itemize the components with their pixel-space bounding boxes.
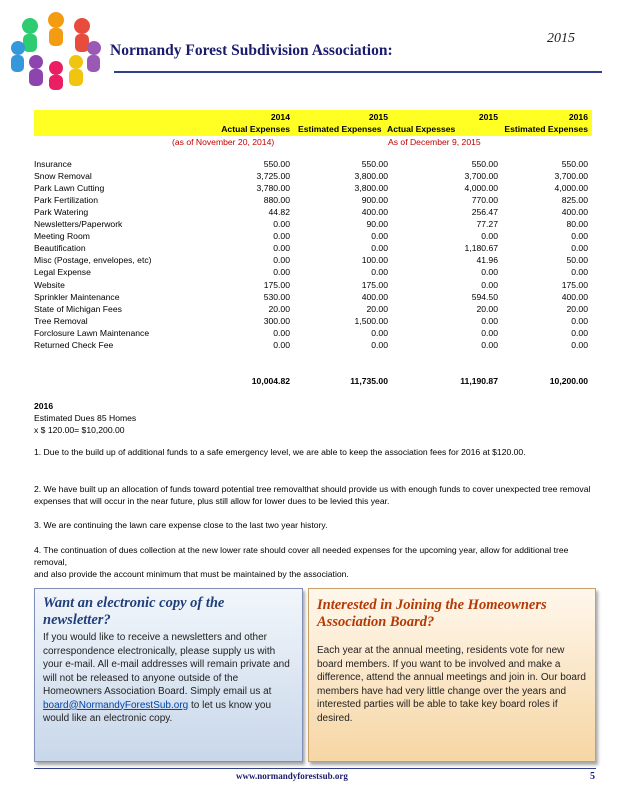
expense-cell: 3,700.00 — [464, 171, 498, 182]
expense-row-label: Returned Check Fee — [34, 339, 114, 350]
expense-cell: 0.00 — [273, 267, 290, 278]
note-5: and also provide the account minimum that must be maintained by the association. — [34, 569, 349, 579]
footer-url: www.normandyforestsub.org — [236, 771, 348, 781]
col1-year: 2014 — [270, 112, 290, 122]
expense-cell: 20.00 — [476, 303, 498, 314]
board-box-title: Interested in Joining the Homeowners Association Board? — [317, 597, 547, 630]
expense-row-label: Park Fertilization — [34, 195, 98, 206]
board-email-link[interactable]: board@NormandyForestSub.org — [43, 699, 189, 711]
col4-year: 2016 — [568, 112, 588, 122]
newsletter-box-body — [43, 631, 293, 726]
expense-cell: 77.27 — [476, 219, 498, 230]
expense-row-label: Beautification — [34, 243, 86, 254]
board-box — [308, 588, 596, 762]
expense-cell: 530.00 — [263, 291, 290, 302]
expense-cell: 0.00 — [273, 231, 290, 242]
expense-cell: 1,180.67 — [464, 243, 498, 254]
dues-line1: Estimated Dues 85 Homes — [34, 413, 137, 423]
expense-cell: 20.00 — [366, 303, 388, 314]
expense-row-label: Tree Removal — [34, 315, 88, 326]
dues-year: 2016 — [34, 401, 54, 411]
page-title: Normandy Forest Subdivision Association: — [110, 42, 393, 59]
expense-cell: 0.00 — [571, 315, 588, 326]
expense-cell: 4,000.00 — [554, 183, 588, 194]
expense-cell: 175.00 — [561, 279, 588, 290]
expense-cell: 0.00 — [481, 339, 498, 350]
expense-row-label: State of Michigan Fees — [34, 303, 122, 314]
expense-cell: 0.00 — [481, 327, 498, 338]
expense-cell: 0.00 — [371, 339, 388, 350]
expense-cell: 0.00 — [571, 267, 588, 278]
expense-row-label: Park Lawn Cutting — [34, 183, 105, 194]
col3-year: 2015 — [478, 112, 498, 122]
expense-cell: 1,500.00 — [354, 315, 388, 326]
expense-row-label: Misc (Postage, envelopes, etc) — [34, 255, 152, 266]
expense-cell: 0.00 — [371, 243, 388, 254]
col1-label: Actual Expenses — [221, 124, 290, 134]
col2-label: Estimated Expenses — [298, 124, 382, 134]
expense-cell: 825.00 — [561, 195, 588, 206]
expense-cell: 0.00 — [571, 339, 588, 350]
expense-cell: 0.00 — [273, 327, 290, 338]
header-year: 2015 — [547, 31, 575, 46]
expense-cell: 0.00 — [571, 231, 588, 242]
people-circle-logo-icon — [6, 6, 106, 92]
expense-cell: 20.00 — [268, 303, 290, 314]
header-divider — [114, 71, 602, 73]
expense-cell: 0.00 — [371, 231, 388, 242]
col3-label: Actual Expesses — [387, 124, 456, 134]
expense-cell: 400.00 — [561, 291, 588, 302]
expense-row-label: Forclosure Lawn Maintenance — [34, 327, 150, 338]
newsletter-body-text: If you would like to receive a newsletters and other correspondence electronically, please supply us with your e-mail. All e-mail addresses will remain private and will not be released to anyone outside of the Homeowners Association Board. Simply email us at — [43, 632, 290, 697]
expense-cell: 880.00 — [263, 195, 290, 206]
newsletter-box-title: Want an electronic copy of the newsletter? — [43, 595, 225, 628]
expense-cell: 100.00 — [361, 255, 388, 266]
expense-cell: 400.00 — [361, 291, 388, 302]
expense-cell: 550.00 — [263, 159, 290, 169]
expense-cell: 0.00 — [273, 339, 290, 350]
col2-year: 2015 — [368, 112, 388, 122]
expense-row-label: Park Watering — [34, 207, 89, 218]
newsletter-box — [34, 588, 303, 762]
expense-row-label: Snow Removal — [34, 171, 92, 182]
expense-cell: 770.00 — [471, 195, 498, 206]
expense-row-label: Meeting Room — [34, 231, 90, 242]
expense-cell: 0.00 — [371, 327, 388, 338]
expense-cell: 0.00 — [481, 267, 498, 278]
expense-cell: 3,780.00 — [256, 183, 290, 194]
expense-cell: 3,700.00 — [554, 171, 588, 182]
expense-row-label: Sprinkler Maintenance — [34, 291, 120, 302]
expense-cell: 300.00 — [263, 315, 290, 326]
expense-cell: 0.00 — [273, 243, 290, 254]
expense-cell: 0.00 — [371, 267, 388, 278]
expense-cell: 41.96 — [476, 255, 498, 266]
expense-cell: 20.00 — [566, 303, 588, 314]
expense-cell: 3,800.00 — [354, 171, 388, 182]
total-col3: 11,190.87 — [460, 376, 498, 386]
expense-cell: 3,725.00 — [256, 171, 290, 182]
expense-cell: 550.00 — [471, 159, 498, 169]
expense-cell: 0.00 — [481, 315, 498, 326]
expense-cell: 594.50 — [471, 291, 498, 302]
expense-row-label: Newsletters/Paperwork — [34, 219, 123, 230]
expense-cell: 50.00 — [566, 255, 588, 266]
expense-cell: 0.00 — [481, 231, 498, 242]
expense-cell: 0.00 — [273, 255, 290, 266]
board-box-body: Each year at the annual meeting, residents vote for new board members. If you want to be involved and make a difference, attend the annual meetings and join in. Our board members have had very little change over the years and interested parties will be able to take key board roles if desired. — [317, 645, 586, 724]
note-4: 4. The continuation of dues collection at the new lower rate should cover all needed expenses for the upcoming year, allow for additional tree removal, — [34, 545, 569, 567]
expense-cell: 256.47 — [471, 207, 498, 218]
expense-cell: 175.00 — [263, 279, 290, 290]
page-number: 5 — [590, 771, 595, 782]
expense-row-label: Insurance — [34, 159, 72, 169]
expense-row-label: Website — [34, 279, 65, 290]
expense-cell: 0.00 — [273, 219, 290, 230]
note-2: 2. We have built up an allocation of funds toward potential tree removalthat should provide us with enough funds to cover unexpected tree removal expenses that will occur in the near future, plus still allow for lower dues to be levied this year. — [34, 484, 591, 506]
as-of-2015: As of December 9, 2015 — [388, 137, 481, 147]
expense-cell: 900.00 — [361, 195, 388, 206]
note-1: 1. Due to the build up of additional funds to a safe emergency level, we are able to keep the association fees for 2016 at $120.00. — [34, 447, 526, 457]
total-col1: 10,004.82 — [251, 376, 290, 386]
as-of-2014: (as of November 20, 2014) — [172, 137, 275, 147]
expense-cell: 44.82 — [268, 207, 290, 218]
expense-cell: 3,800.00 — [354, 183, 388, 194]
newsletter-body-text-end: to let us know you would like an electronic copy. — [43, 699, 272, 724]
expense-cell: 550.00 — [561, 159, 588, 169]
expense-row-label: Legal Expense — [34, 267, 91, 278]
expense-cell: 0.00 — [571, 243, 588, 254]
expense-cell: 175.00 — [361, 279, 388, 290]
expense-cell: 0.00 — [481, 279, 498, 290]
footer-divider — [34, 768, 596, 769]
col4-label: Estimated Expenses — [504, 124, 588, 134]
dues-line2: x $ 120.00= $10,200.00 — [34, 425, 125, 435]
expense-cell: 80.00 — [566, 219, 588, 230]
expense-cell: 4,000.00 — [464, 183, 498, 194]
expense-cell: 400.00 — [361, 207, 388, 218]
total-col4: 10,200.00 — [549, 376, 588, 386]
expense-cell: 0.00 — [571, 327, 588, 338]
note-3: 3. We are continuing the lawn care expense close to the last two year history. — [34, 520, 328, 530]
expense-cell: 90.00 — [366, 219, 388, 230]
total-col2: 11,735.00 — [350, 376, 388, 386]
expense-cell: 400.00 — [561, 207, 588, 218]
expense-cell: 550.00 — [361, 159, 388, 169]
